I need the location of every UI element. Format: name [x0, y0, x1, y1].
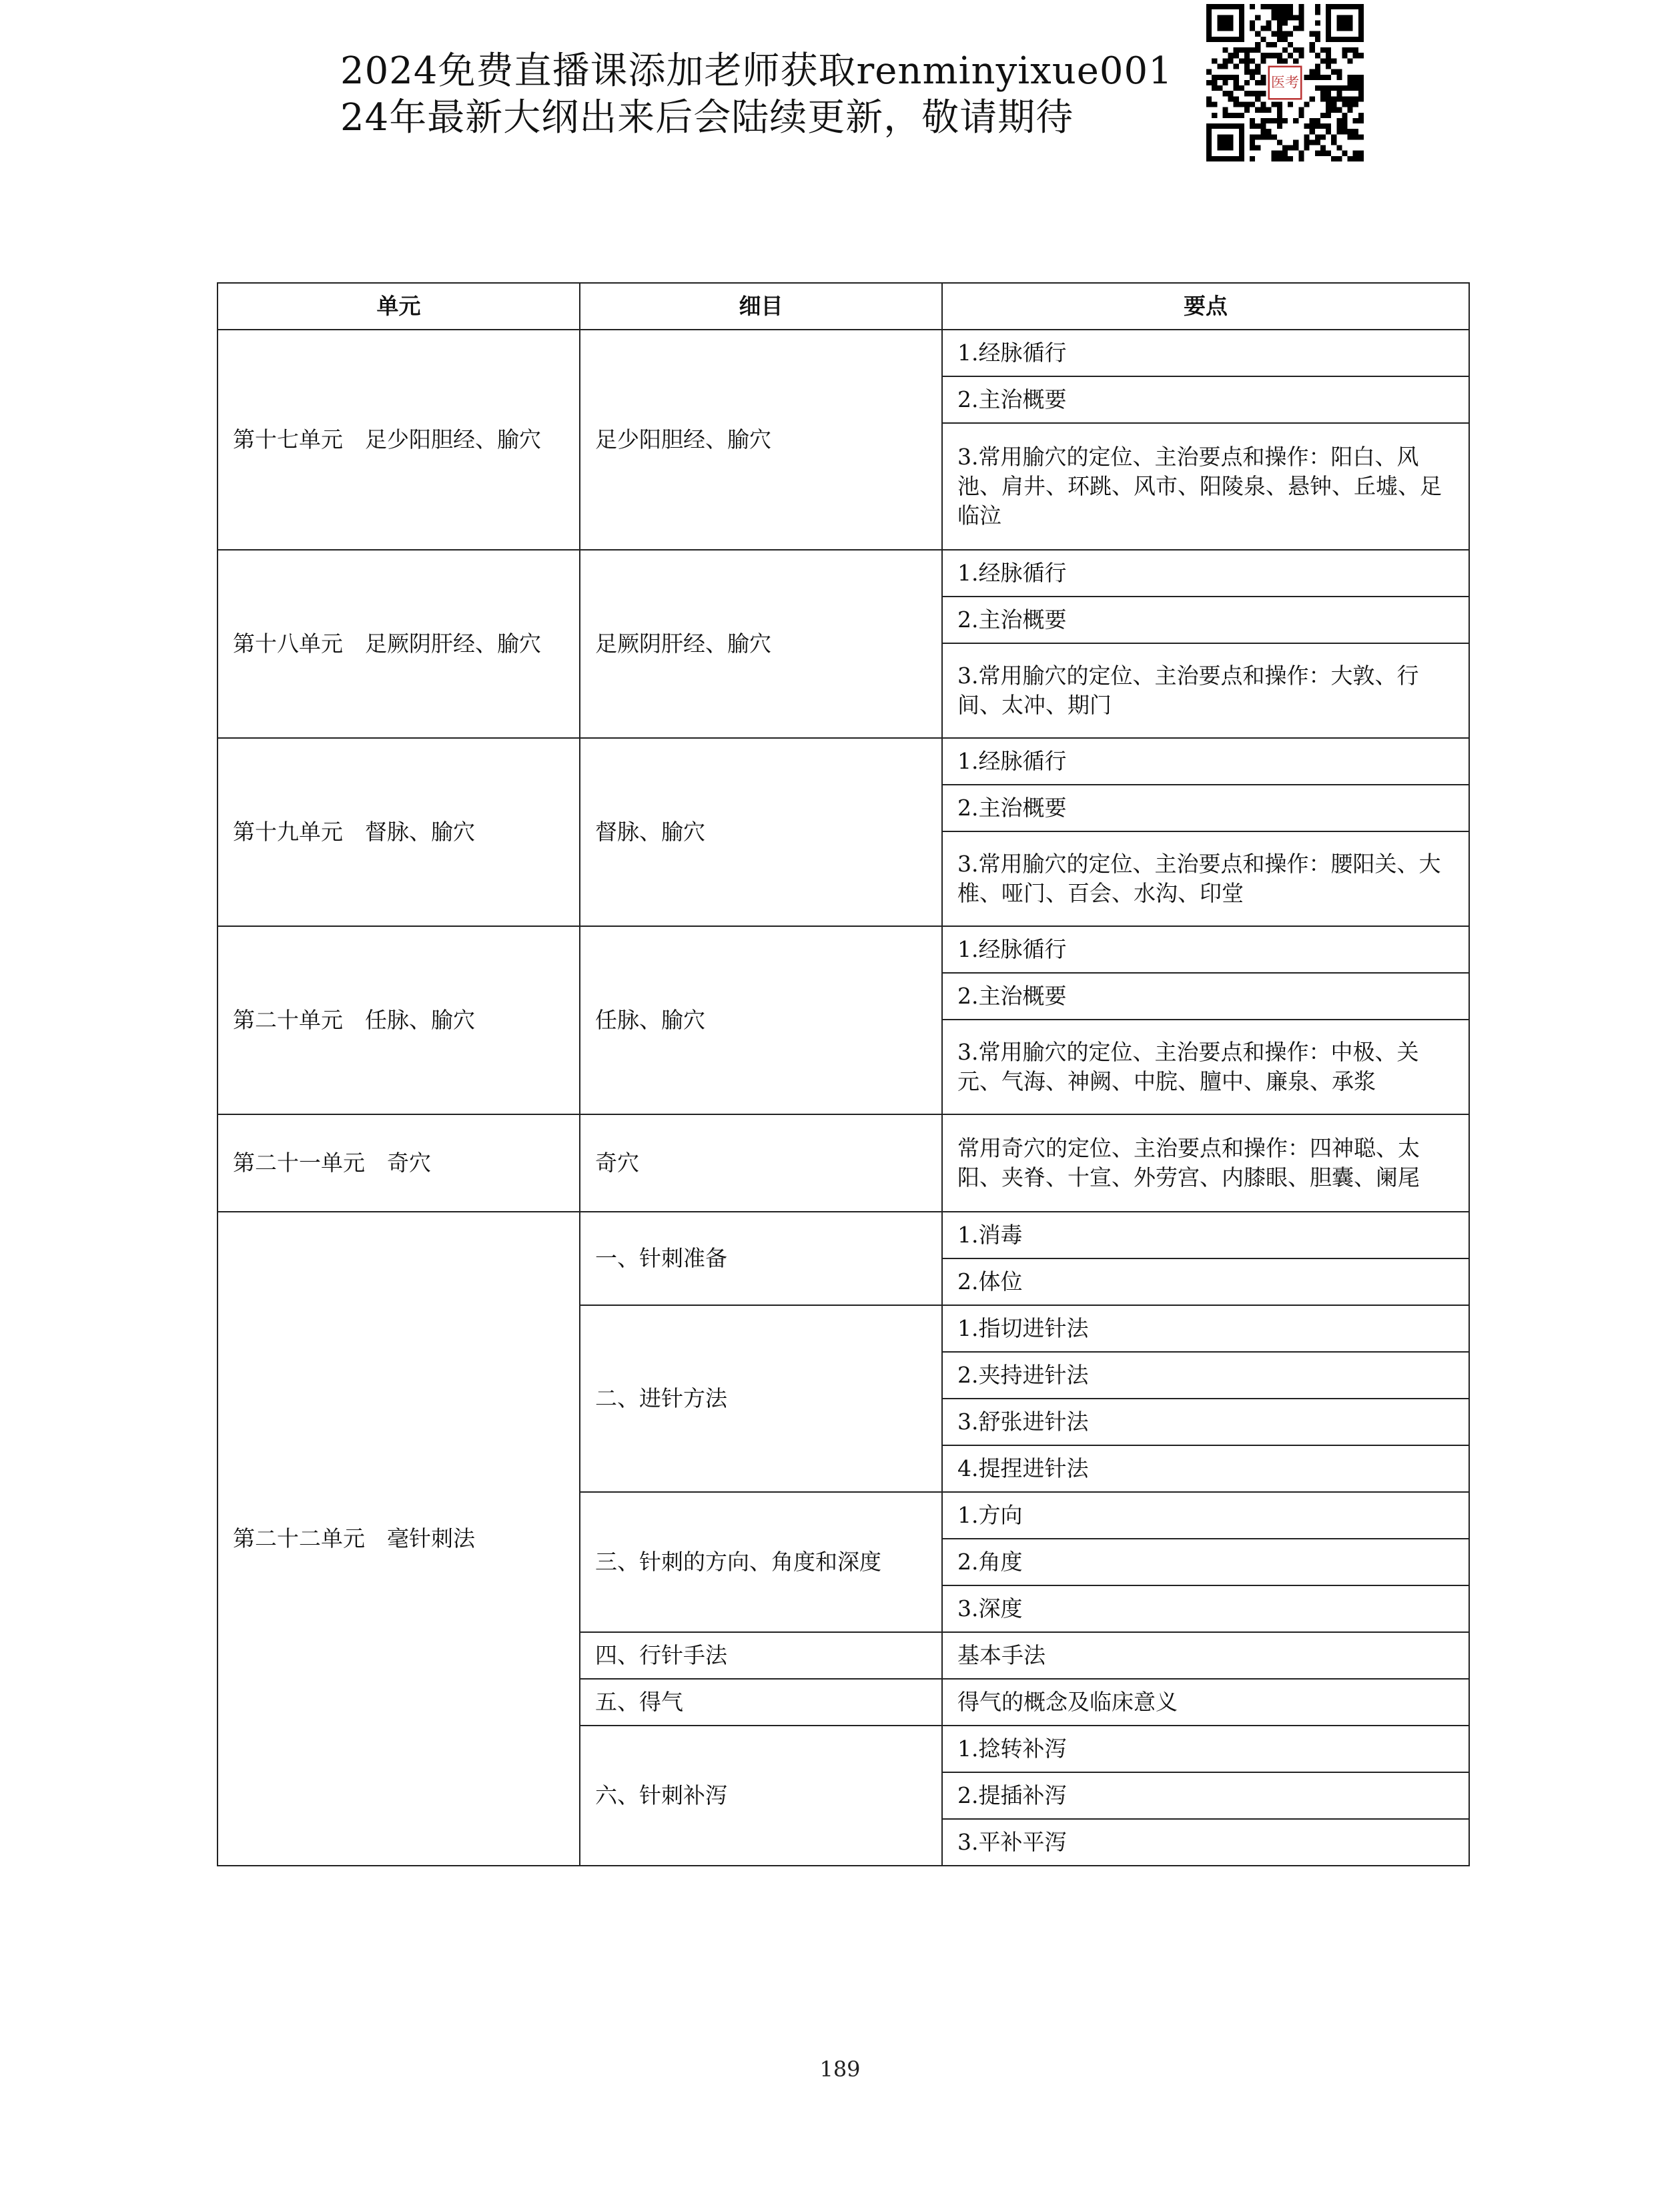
point-cell: 4.提捏进针法: [942, 1445, 1469, 1492]
page-number: 189: [819, 2057, 861, 2082]
point-cell: 2.主治概要: [942, 597, 1469, 643]
item-cell: 三、针刺的方向、角度和深度: [580, 1492, 942, 1632]
item-cell: 督脉、腧穴: [580, 738, 942, 926]
header-notice: [340, 48, 1173, 141]
point-cell: 2.主治概要: [942, 785, 1469, 831]
item-cell: 任脉、腧穴: [580, 926, 942, 1114]
header-unit: 单元: [218, 283, 580, 330]
point-cell: 1.经脉循行: [942, 738, 1469, 785]
point-cell: 1.消毒: [942, 1212, 1469, 1258]
unit-cell: 第十七单元 足少阳胆经、腧穴: [218, 330, 580, 550]
table-row: [218, 1114, 1469, 1212]
syllabus-table: [217, 282, 1470, 1866]
table-row: [218, 550, 1469, 597]
table-row: [218, 1212, 1469, 1258]
header-line-1: 2024免费直播课添加老师获取renminyixue001: [340, 49, 1173, 93]
point-cell: 3.常用腧穴的定位、主治要点和操作：腰阳关、大椎、哑门、百会、水沟、印堂: [942, 831, 1469, 926]
point-cell: 1.经脉循行: [942, 330, 1469, 376]
point-cell: 得气的概念及临床意义: [942, 1679, 1469, 1726]
point-cell: 1.经脉循行: [942, 926, 1469, 973]
header-point: 要点: [942, 283, 1469, 330]
unit-cell: 第二十二单元 毫针刺法: [218, 1212, 580, 1866]
point-cell: 1.经脉循行: [942, 550, 1469, 597]
item-cell: 六、针刺补泻: [580, 1726, 942, 1866]
point-cell: 3.常用腧穴的定位、主治要点和操作：中极、关元、气海、神阙、中脘、膻中、廉泉、承浆: [942, 1020, 1469, 1114]
header-line-2: 24年最新大纲出来后会陆续更新，敬请期待: [340, 96, 1074, 139]
table-row: [218, 738, 1469, 785]
point-cell: 3.深度: [942, 1585, 1469, 1632]
point-cell: 3.舒张进针法: [942, 1399, 1469, 1445]
point-cell: 2.提插补泻: [942, 1772, 1469, 1819]
point-cell: 1.方向: [942, 1492, 1469, 1539]
item-cell: 四、行针手法: [580, 1632, 942, 1679]
point-cell: 2.角度: [942, 1539, 1469, 1585]
point-cell: 2.主治概要: [942, 376, 1469, 423]
item-cell: 足厥阴肝经、腧穴: [580, 550, 942, 738]
item-cell: 五、得气: [580, 1679, 942, 1726]
table-row: [218, 926, 1469, 973]
table-header-row: [218, 283, 1469, 330]
point-cell: 2.夹持进针法: [942, 1352, 1469, 1399]
point-cell: 2.体位: [942, 1258, 1469, 1305]
unit-cell: 第十九单元 督脉、腧穴: [218, 738, 580, 926]
unit-cell: 第二十一单元 奇穴: [218, 1114, 580, 1212]
item-cell: 一、针刺准备: [580, 1212, 942, 1305]
table-row: [218, 330, 1469, 376]
header-item: 细目: [580, 283, 942, 330]
point-cell: 1.指切进针法: [942, 1305, 1469, 1352]
qr-center-label: 医考: [1270, 73, 1300, 91]
item-cell: 奇穴: [580, 1114, 942, 1212]
point-cell: 3.平补平泻: [942, 1819, 1469, 1866]
point-cell: 基本手法: [942, 1632, 1469, 1679]
point-cell: 1.捻转补泻: [942, 1726, 1469, 1772]
item-cell: 二、进针方法: [580, 1305, 942, 1492]
unit-cell: 第二十单元 任脉、腧穴: [218, 926, 580, 1114]
point-cell: 2.主治概要: [942, 973, 1469, 1020]
point-cell: 3.常用腧穴的定位、主治要点和操作：大敦、行间、太冲、期门: [942, 643, 1469, 738]
unit-cell: 第十八单元 足厥阴肝经、腧穴: [218, 550, 580, 738]
qr-code-icon: [1206, 4, 1364, 161]
item-cell: 足少阳胆经、腧穴: [580, 330, 942, 550]
point-cell: 3.常用腧穴的定位、主治要点和操作：阳白、风池、肩井、环跳、风市、阳陵泉、悬钟、丘墟、足临泣: [942, 423, 1469, 550]
point-cell: 常用奇穴的定位、主治要点和操作：四神聪、太阳、夹脊、十宣、外劳宫、内膝眼、胆囊、阑尾: [942, 1114, 1469, 1212]
